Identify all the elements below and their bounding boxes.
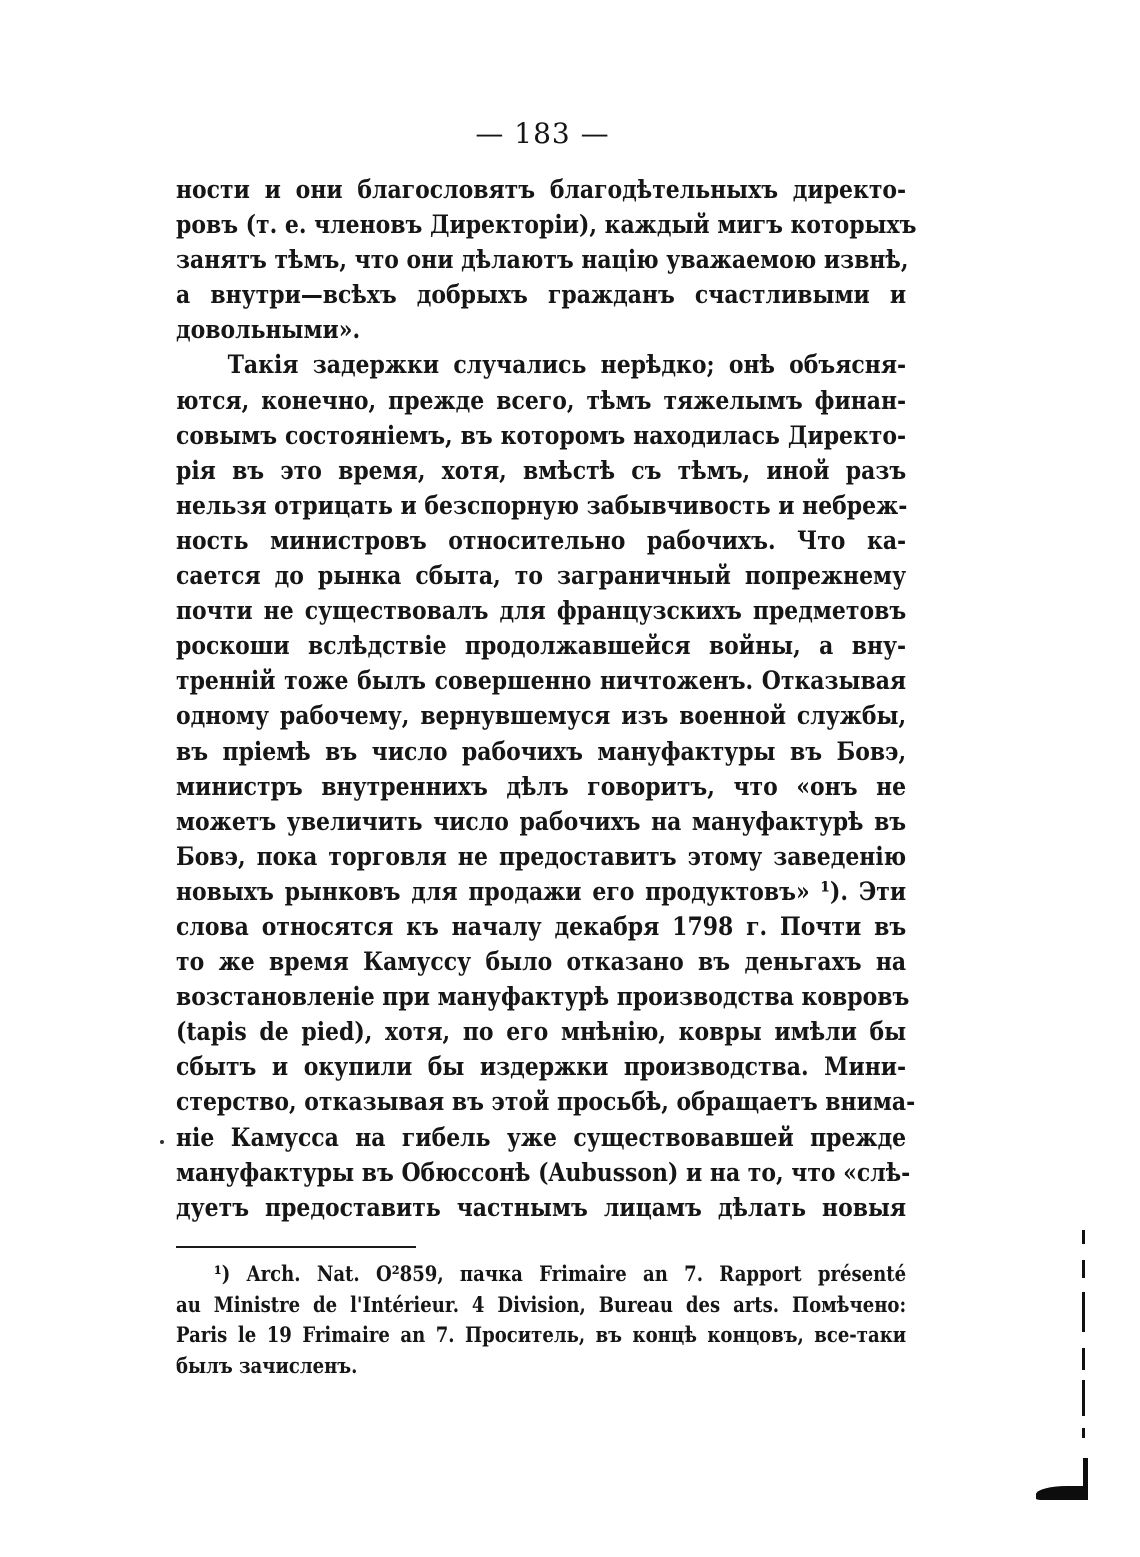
footnote-line: Paris le 19 Frimaire an 7. Проситель, въ концѣ концовъ, все-таки xyxy=(176,1322,907,1347)
edge-mark xyxy=(1082,1230,1085,1244)
footnote xyxy=(176,1259,906,1381)
text-line: можетъ увеличить число рабочихъ на мануфактурѣ въ xyxy=(176,806,907,837)
text-line: ются, конечно, прежде всего, тѣмъ тяжелымъ финан- xyxy=(176,385,907,416)
text-line: дуетъ предоставить частнымъ лицамъ дѣлать новыя xyxy=(176,1192,907,1223)
body-text xyxy=(176,173,917,1226)
text-line: сбытъ и окупили бы издержки производства. Мини- xyxy=(176,1052,907,1083)
margin-speck xyxy=(160,1140,164,1144)
page-edge-shadow xyxy=(1036,1458,1088,1500)
text-line: ровъ (т. е. членовъ Директоріи), каждый мигъ которыхъ xyxy=(176,210,917,241)
text-line: Такія задержки случались нерѣдко; онѣ объясня- xyxy=(227,350,907,381)
page-number: — 183 — xyxy=(475,117,610,150)
text-line: нельзя отрицать и безспорную забывчивость и небреж- xyxy=(176,490,908,521)
edge-mark xyxy=(1082,1292,1085,1332)
text-line: ности и они благословятъ благодѣтельныхъ директо- xyxy=(176,175,907,205)
edge-shadow-foot xyxy=(1036,1486,1088,1500)
text-line: въ пріемѣ въ число рабочихъ мануфактуры въ Бовэ, xyxy=(176,736,907,767)
page-edge-marks xyxy=(1082,1230,1088,1460)
text-line: стерство, отказывая въ этой просьбѣ, обращаетъ внима- xyxy=(176,1087,916,1118)
text-line: ность министровъ относительно рабочихъ. Что ка- xyxy=(176,525,907,556)
footnote-divider xyxy=(176,1246,416,1248)
text-line: (tapis de pied), хотя, по его мнѣнію, ковры имѣли бы xyxy=(176,1017,907,1048)
text-line: совымъ состояніемъ, въ которомъ находилась Директо- xyxy=(176,420,907,451)
text-line: возстановленіе при мануфактурѣ производства ковровъ xyxy=(176,982,910,1013)
edge-mark xyxy=(1082,1348,1085,1370)
text-line: одному рабочему, вернувшемуся изъ военной службы, xyxy=(176,701,907,732)
text-line: ніе Камусса на гибель уже существовавшей прежде xyxy=(176,1122,907,1153)
text-line: новыхъ рынковъ для продажи его продуктовъ» ¹). Эти xyxy=(176,876,907,907)
footnote-line: былъ зачисленъ. xyxy=(176,1352,358,1378)
text-line: слова относятся къ началу декабря 1798 г. Почти въ xyxy=(176,911,907,942)
text-line: почти не существовалъ для французскихъ предметовъ xyxy=(176,596,907,627)
text-line: а внутри—всѣхъ добрыхъ гражданъ счастливыми и xyxy=(176,280,907,311)
text-line: рія въ это время, хотя, вмѣстѣ съ тѣмъ, иной разъ xyxy=(176,455,907,486)
footnote-line: au Ministre de l'Intérieur. 4 Division, Bureau des arts. Помѣчено: xyxy=(176,1291,907,1317)
text-line: сается до рынка сбыта, то заграничный попрежнему xyxy=(176,561,907,592)
edge-mark xyxy=(1082,1428,1085,1438)
text-line: министръ внутреннихъ дѣлъ говоритъ, что «онъ не xyxy=(176,771,907,802)
text-line: довольными». xyxy=(176,315,361,346)
text-line: роскоши вслѣдствіе продолжавшейся войны, а вну- xyxy=(176,631,907,662)
text-line: то же время Камуссу было отказано въ деньгахъ на xyxy=(176,947,907,978)
text-line: занятъ тѣмъ, что они дѣлаютъ націю уважаемою извнѣ, xyxy=(176,245,909,276)
footnote-line: ¹) Arch. Nat. O²859, пачка Frimaire an 7. Rapport présenté xyxy=(213,1261,907,1286)
edge-mark xyxy=(1082,1380,1085,1416)
text-line: тренній тоже былъ совершенно ничтоженъ. Отказывая xyxy=(176,666,907,697)
edge-mark xyxy=(1082,1260,1085,1278)
text-line: Бовэ, пока торговля не предоставитъ этому заведенію xyxy=(176,841,907,872)
text-line: мануфактуры въ Обюссонѣ (Aubusson) и на то, что «слѣ- xyxy=(176,1157,911,1188)
